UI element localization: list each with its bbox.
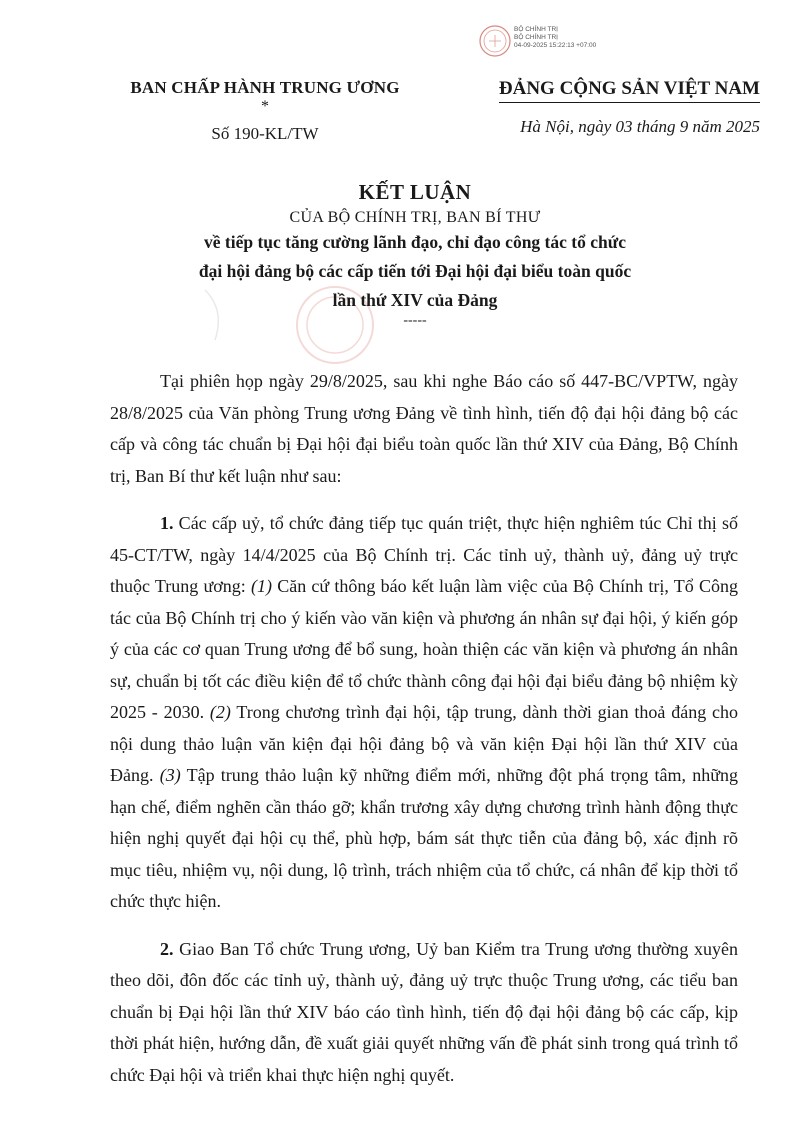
intro-paragraph: Tại phiên họp ngày 29/8/2025, sau khi nghe Báo cáo số 447-BC/VPTW, ngày 28/8/2025 của Văn phòng Trung ương Đảng về tình hình, tiến độ đại hội đảng bộ các cấp và công tác chuẩn bị Đại hội đại biểu toàn quốc lần thứ XIV của Đảng, Bộ Chính trị, Ban Bí thư kết luận như sau:: [110, 371, 738, 486]
document-date: Hà Nội, ngày 03 tháng 9 năm 2025: [520, 117, 760, 136]
stamp-timestamp: 04-09-2025 15:22:13 +07:00: [514, 42, 597, 49]
header-right: [440, 78, 760, 137]
paragraph-2: 2. Giao Ban Tổ chức Trung ương, Uỷ ban Kiểm tra Trung ương thường xuyên theo dõi, đôn đốc các tỉnh uỷ, thành uỷ, đảng uỷ trực thuộc Trung ương, các tiểu ban chuẩn bị Đại hội lần thứ XIV báo cáo tình hình, tiến độ đại hội đảng bộ các cấp, kịp thời phát hiện, hướng dẫn, đề xuất giải quyết những vấn đề phát sinh trong quá trình tổ chức Đại hội và triển khai thực hiện nghị quyết.: [110, 938, 738, 1085]
body-text: [110, 366, 738, 1107]
stamp-line-2: BỘ CHÍNH TRỊ: [514, 34, 558, 41]
header-left: [100, 78, 430, 144]
org-name: BAN CHẤP HÀNH TRUNG ƯƠNG: [130, 78, 400, 97]
paragraph-2-number: 2.: [160, 938, 174, 959]
topic-line-2: đại hội đảng bộ các cấp tiến tới Đại hội đại biểu toàn quốc: [198, 261, 632, 281]
paragraph-1: 1. Các cấp uỷ, tổ chức đảng tiếp tục quán triệt, thực hiện nghiêm túc Chỉ thị số 45-CT/TW, ngày 14/4/2025 của Bộ Chính trị. Các tỉnh uỷ, thành uỷ, đảng uỷ trực thuộc Trung ương: (1) Căn cứ thông báo kết luận làm việc của Bộ Chính trị, Tổ Công tác của Bộ Chính trị cho ý kiến vào văn kiện và phương án nhân sự đại hội, ý kiến góp ý của các cơ quan Trung ương để bổ sung, hoàn thiện các văn kiện và phương án nhân sự, chuẩn bị tốt các điều kiện để tổ chức thành công đại hội đại biểu đảng bộ nhiệm kỳ 2025 - 2030. (2) Trong chương trình đại hội, tập trung, dành thời gian thoả đáng cho nội dung thảo luận văn kiện đại hội đảng bộ và văn kiện Đại hội lần thứ XIV của Đảng. (3) Tập trung thảo luận kỹ những điểm mới, những đột phá trọng tâm, những hạn chế, điểm nghẽn cần tháo gỡ; khẩn trương xây dựng chương trình hành động thực hiện nghị quyết đại hội cụ thể, phù hợp, bám sát thực tiễn của đảng bộ, xác định rõ mục tiêu, nhiệm vụ, nội dung, lộ trình, trách nhiệm của tổ chức, cá nhân để kịp thời tổ chức thực hiện.: [110, 513, 738, 911]
digital-signature-stamp: [478, 24, 678, 60]
paragraph-1-number: 1.: [160, 513, 174, 533]
stamp-line-1: BỘ CHÍNH TRỊ: [514, 26, 558, 33]
document-number: Số 190-KL/TW: [211, 124, 319, 143]
issuer-subtitle: CỦA BỘ CHÍNH TRỊ, BAN BÍ THƯ: [289, 209, 541, 226]
star-mark: *: [261, 98, 269, 115]
party-name: ĐẢNG CỘNG SẢN VIỆT NAM: [499, 78, 760, 103]
separator: -----: [403, 313, 427, 328]
document-type-title: KẾT LUẬN: [358, 180, 472, 204]
topic-line-1: về tiếp tục tăng cường lãnh đạo, chỉ đạo công tác tổ chức: [203, 232, 626, 252]
seal-icon: [478, 24, 512, 58]
title-block: [100, 180, 730, 328]
topic-line-3: lần thứ XIV của Đảng: [332, 290, 498, 310]
